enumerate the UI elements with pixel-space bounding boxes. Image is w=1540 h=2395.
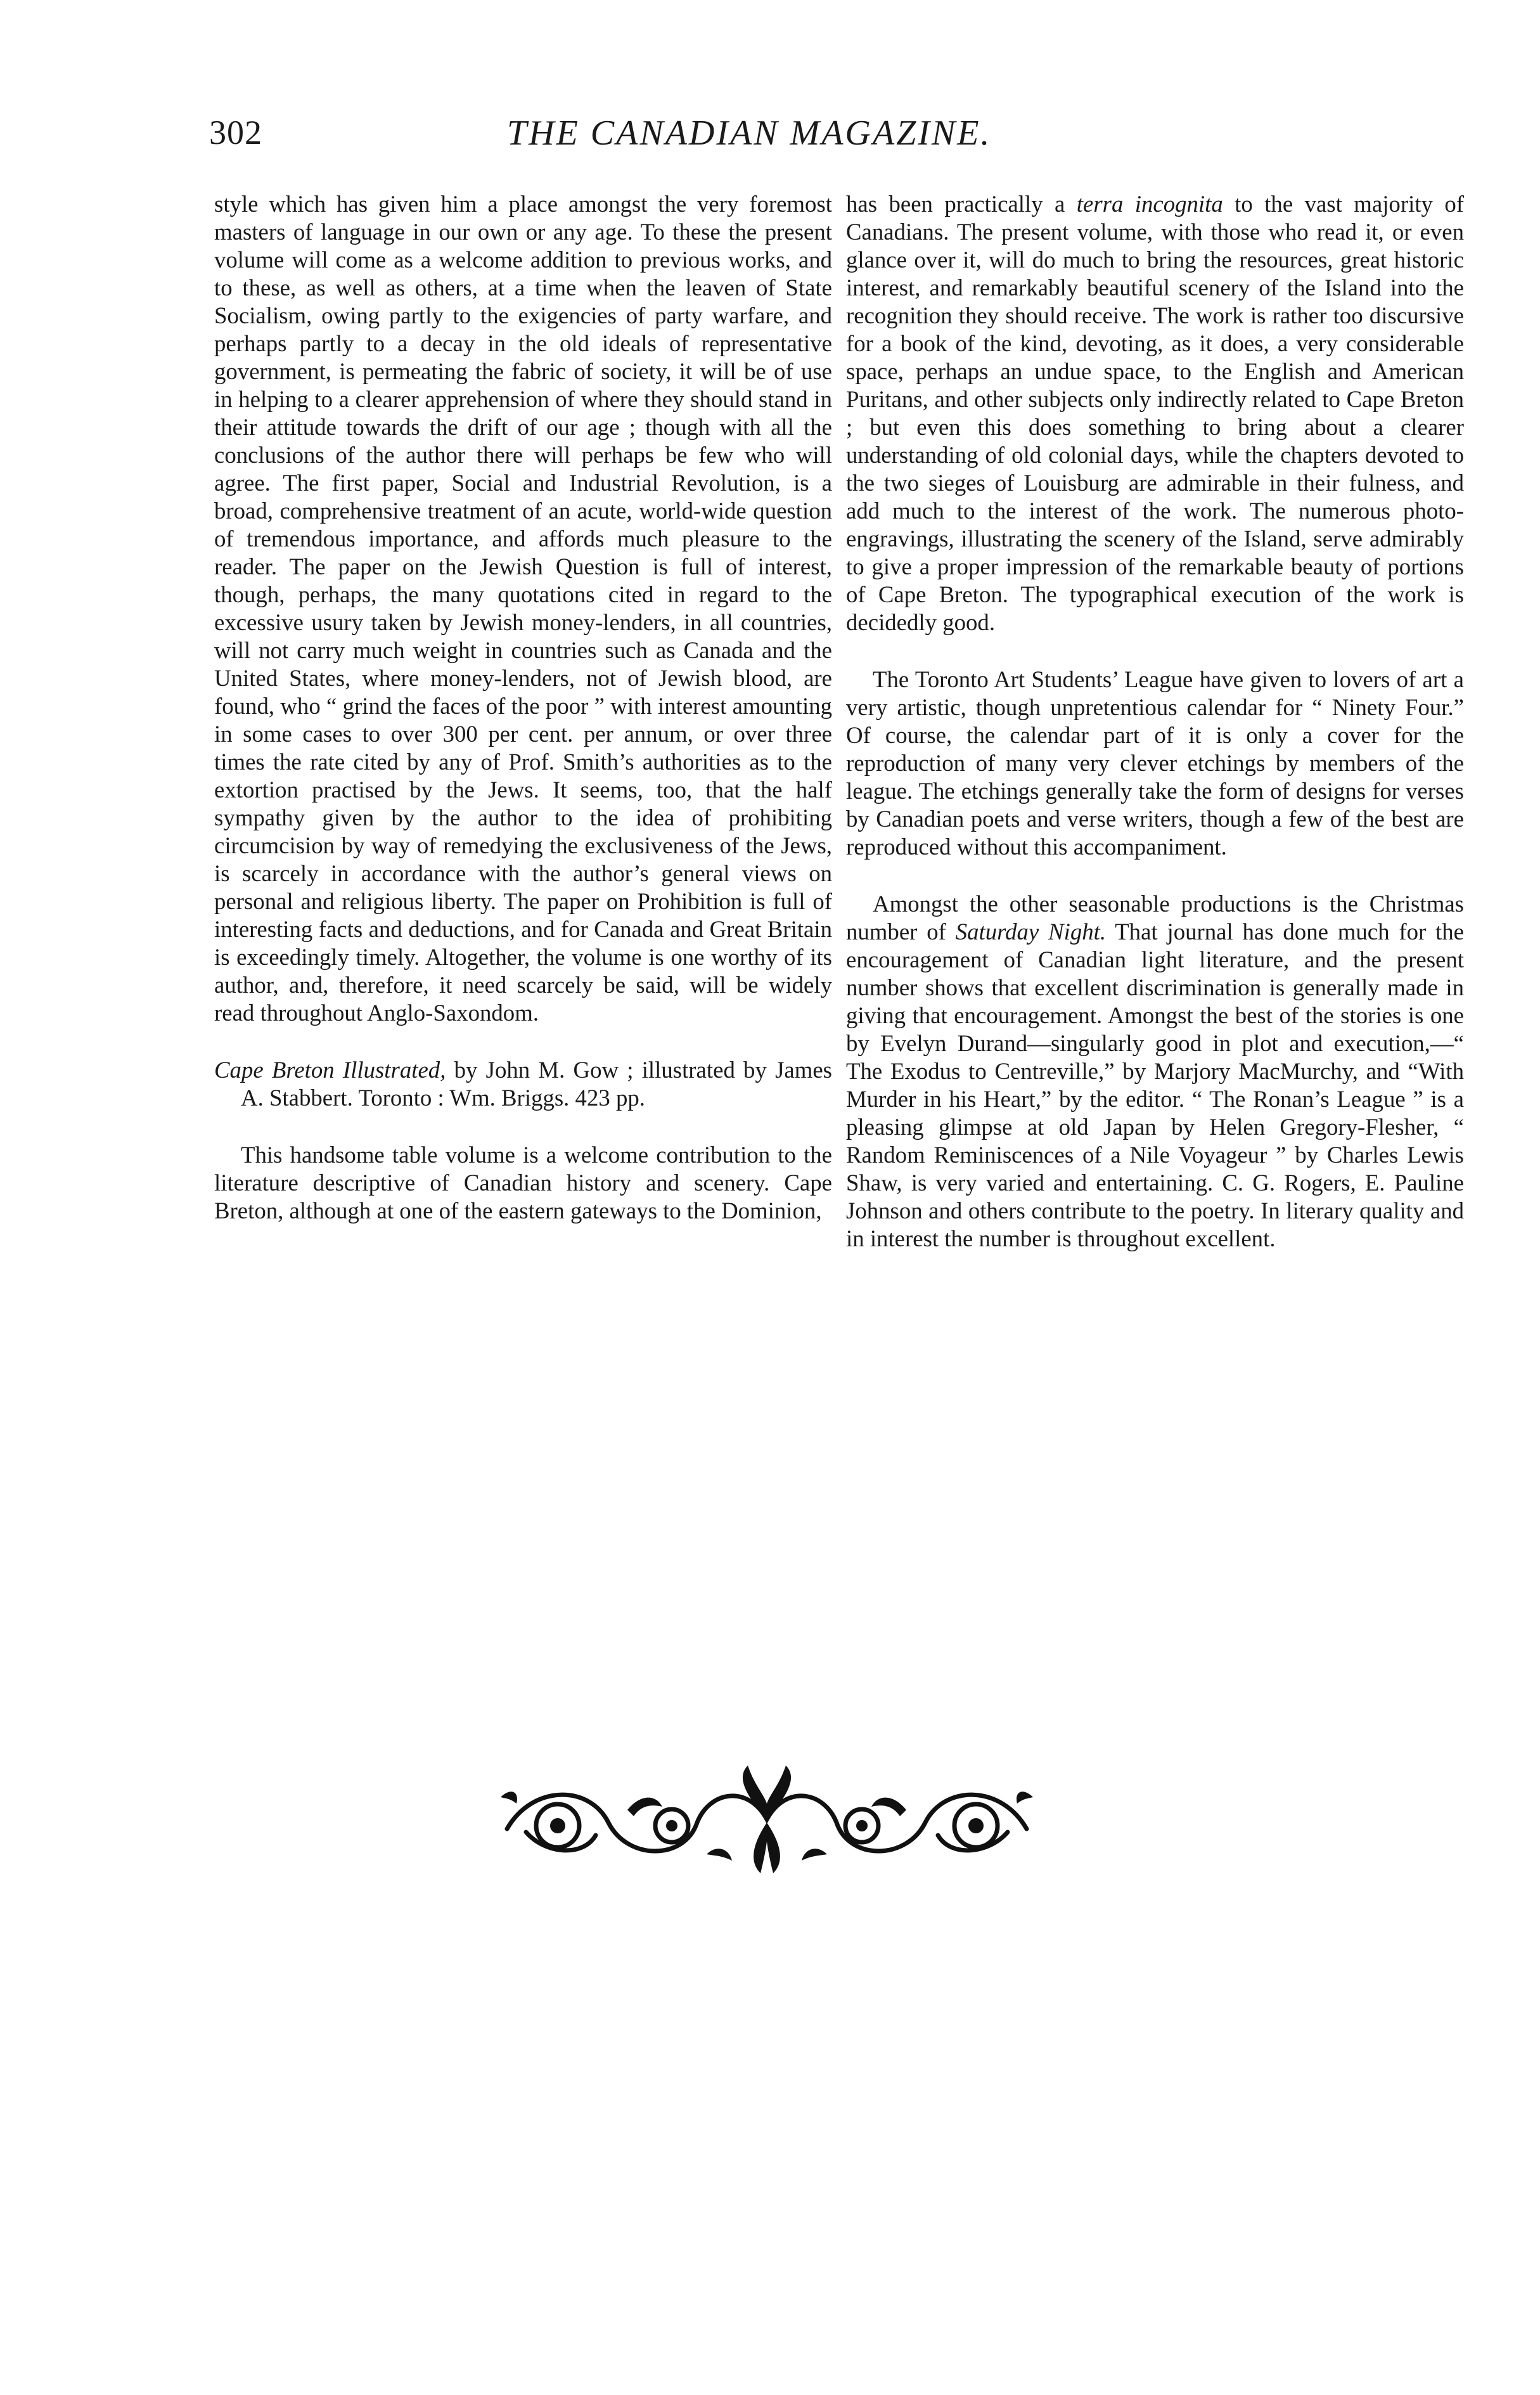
book-citation — [214, 1056, 832, 1112]
text-run: That journal has done much for the encouragement of Canadian light literature, and the present number shows that excellent discrimination is generally made in giving that encouragement. Amongst the best of the stories is one by Evelyn Durand—singularly good in plot and execution,—“ The Exodus to Centreville,” by Marjory MacMurchy, and “With Murder in his Heart,” by the editor. “ The Ronan’s League ” is a pleasing glimpse at old Japan by Helen Gregory-Flesher, “ Random Reminiscences of a Nile Voyageur ” by Charles Lewis Shaw, is very varied and entertaining. C. G. Rogers, E. Pauline Johnson and others contribute to the poetry. In literary quality and in interest the number is throughout excellent. — [846, 919, 1465, 1251]
decorative-ornament — [482, 1759, 1052, 1880]
right-column — [846, 190, 1464, 1253]
review-paragraph: The Toronto Art Students’ League have given to lovers of art a very artistic, though unpretentious calendar for “ Ninety Four.” Of course, the calendar part of it is only a cover for the reproduction of many very clever etchings by members of the league. The etchings generally take the form of designs for verses by Canadian poets and verse writers, though a few of the best are reproduced without this accompaniment. — [846, 666, 1464, 860]
italic-phrase: Saturday Night. — [955, 919, 1107, 945]
review-paragraph — [846, 190, 1464, 636]
running-title: THE CANADIAN MAGAZINE. — [507, 113, 992, 153]
page-number: 302 — [209, 113, 262, 152]
italic-phrase: terra incognita — [1076, 191, 1223, 217]
left-column — [214, 190, 832, 1225]
review-paragraph — [846, 890, 1464, 1253]
review-paragraph: style which has given him a place amongst the very foremost masters of language in our own or any age. To these the present volume will come as a welcome addition to previous works, and to these, as well as others, at a time when the leaven of State Socialism, owing partly to the exigencies of party warfare, and perhaps partly to a decay in the old ideals of representative government, is permeating the fabric of society, it will be of use in helping to a clearer apprehension of where they should stand in their attitude towards the drift of our age ; though with all the conclusions of the author there will perhaps be few who will agree. The first paper, Social and Industrial Revolution, is a broad, comprehensive treatment of an acute, world-wide question of tremendous importance, and affords much pleasure to the reader. The paper on the Jewish Question is full of interest, though, perhaps, the many quotations cited in regard to the excessive usury taken by Jewish money-lenders, in all countries, will not carry much weight in countries such as Canada and the United States, where money-lenders, not of Jewish blood, are found, who “ grind the faces of the poor ” with interest amounting in some cases to over 300 per cent. per annum, or over three times the rate cited by any of Prof. Smith’s authorities as to the extortion practised by the Jews. It seems, too, that the half sympathy given by the author to the idea of prohibiting circumcision by way of remedying the exclusiveness of the Jews, is scarcely in accordance with the author’s general views on personal and religious liberty. The paper on Prohibition is full of interesting facts and deductions, and for Canada and Great Britain is exceedingly timely. Altogether, the volume is one worthy of its author, and, therefore, it need scarcely be said, will be widely read throughout Anglo-Saxondom. — [214, 191, 832, 1026]
text-run: Amongst the other seasonable productions is the Christmas number of — [846, 891, 1464, 945]
text-run: to the vast majority of Canadians. The present volume, with those who read it, or even glance over it, will do much to bring the resources, great historic interest, and remarkably beautiful scenery of the Island into the recognition they should receive. The work is rather too discursive for a book of the kind, devoting, as it does, a very considerable space, perhaps an undue space, to the English and American Puritans, and other subjects only indirectly related to Cape Breton ; but even this does something to bring about a clearer understanding of old colonial days, while the chapters devoted to the two sieges of Louisburg are admirable in their fulness, and add much to the interest of the work. The numerous photo-engravings, illustrating the scenery of the Island, serve admirably to give a proper impression of the remarkable beauty of portions of Cape Breton. The typographical execution of the work is decidedly good. — [846, 191, 1464, 635]
citation-title: Cape Breton Illustrated, — [214, 1057, 446, 1083]
text-run: has been practically a — [846, 191, 1077, 217]
citation-details: by John M. Gow ; illustrated by James A. Stabbert. Toronto : Wm. Briggs. 423 pp. — [241, 1057, 832, 1111]
review-paragraph: This handsome table volume is a welcome contribution to the literature descriptive of Canadian history and scenery. Cape Breton, although at one of the eastern gateways to the Dominion, — [214, 1142, 832, 1223]
